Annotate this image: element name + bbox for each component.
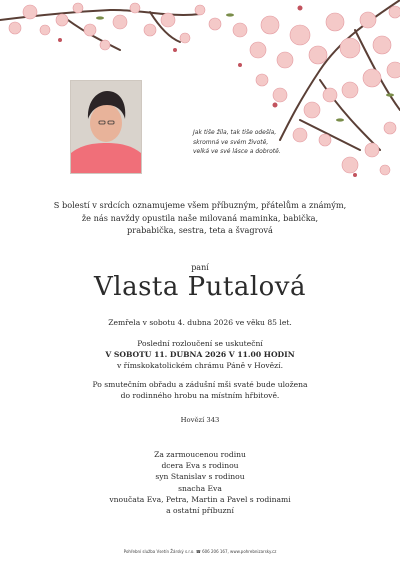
mourner-line: a ostatní příbuzní — [166, 506, 234, 516]
address: Hovězí 343 — [180, 416, 220, 424]
deceased-name: Vlasta Putalová — [94, 272, 306, 302]
motto-line: Jak tiše žila, tak tiše odešla, — [193, 129, 277, 136]
mourner-line: vnoučata Eva, Petra, Martin a Pavel s rodinami — [109, 494, 291, 504]
portrait-photo — [70, 80, 142, 174]
announcement-line: prababička, sestra, teta a švagrová — [127, 225, 273, 235]
mourner-line: dcera Eva s rodinou — [161, 461, 239, 471]
burial-line: do rodinného hrobu na místním hřbitově. — [120, 391, 280, 400]
farewell-date: V SOBOTU 11. DUBNA 2026 V 11.00 HODIN — [105, 350, 295, 359]
burial-line: Po smutečním obřadu a zádušní mši svaté bude uložena — [92, 380, 308, 389]
salutation: paní — [191, 263, 209, 272]
burial-info — [0, 379, 400, 401]
cherry-blossom-decoration — [0, 0, 400, 200]
motto-line: skromná ve svém životě, — [193, 138, 269, 146]
mourner-line: syn Stanislav s rodinou — [155, 472, 245, 482]
funeral-service-footer: Pohřební služba Vsetín Žárský s.r.o. ☎ 606 206 167, www.pohrebnizarsky.cz — [123, 549, 277, 554]
farewell-location: v římskokatolickém chrámu Páně v Hovězí. — [116, 361, 284, 370]
motto-line: velká ve své lásce a dobrotě. — [193, 148, 281, 155]
announcement-text — [0, 199, 400, 237]
farewell-line: Poslední rozloučení se uskuteční — [137, 339, 263, 348]
death-notice: Zemřela v sobotu 4. dubna 2026 ve věku 85 let. — [108, 318, 292, 327]
mourners-list — [0, 449, 400, 516]
mourner-line: snacha Eva — [178, 483, 222, 493]
announcement-line: S bolestí v srdcích oznamujeme všem příbuzným, přátelům a známým, — [53, 200, 347, 210]
mourner-line: Za zarmoucenou rodinu — [154, 450, 246, 459]
motto-verse — [193, 128, 323, 157]
announcement-line: že nás navždy opustila naše milovaná maminka, babička, — [81, 212, 319, 223]
farewell-info — [0, 338, 400, 371]
